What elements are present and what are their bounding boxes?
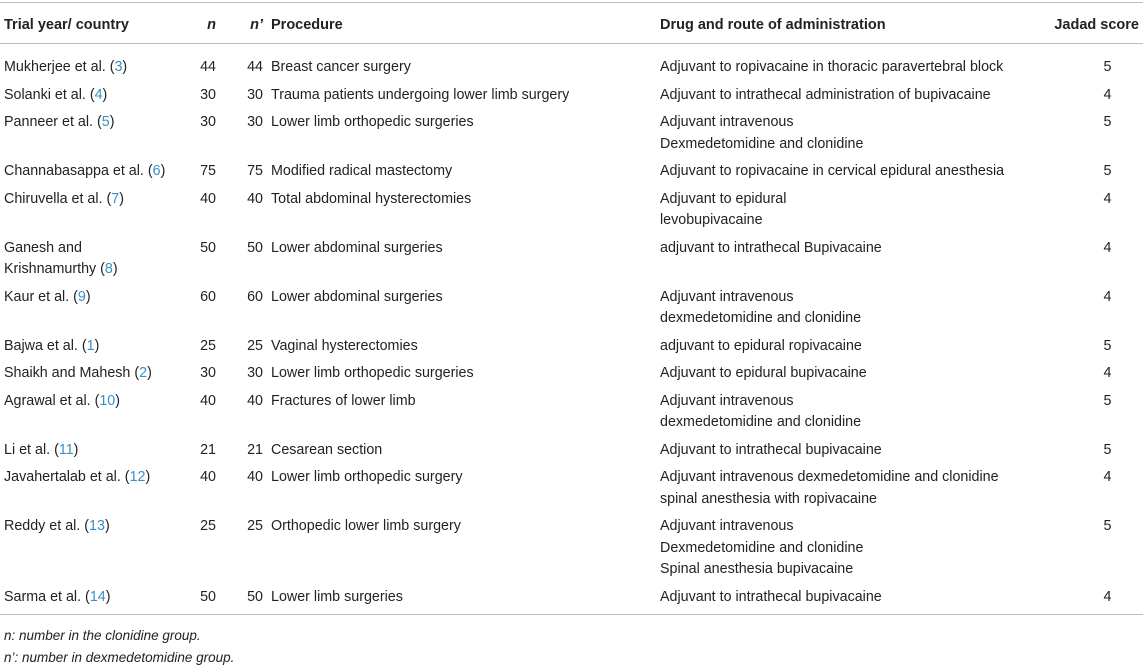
cell-n-prime: 44 [220, 44, 267, 84]
cell-n: 50 [188, 586, 220, 615]
cell-trial [0, 286, 188, 335]
table-row [0, 390, 1143, 439]
reference-link[interactable]: 6 [152, 163, 161, 179]
reference-close: ) [145, 469, 151, 485]
reference-link[interactable]: 7 [111, 190, 120, 207]
reference-close: ) [102, 86, 108, 103]
table-row [0, 586, 1143, 615]
cell-drug: Adjuvant to epidural levobupivacaine [660, 190, 787, 228]
cell-n: 44 [188, 44, 220, 84]
cell-procedure: Lower limb orthopedic surgery [271, 469, 463, 485]
author-name: Channabasappa et al. ( [4, 163, 153, 179]
header-drug: Drug and route of administration [660, 17, 886, 33]
cell-n-prime: 50 [220, 586, 267, 615]
cell-procedure: Lower limb orthopedic surgeries [271, 114, 474, 130]
author-name: Shaikh and Mahesh ( [4, 365, 140, 381]
cell-procedure: Lower limb surgeries [267, 586, 656, 615]
table-row [0, 515, 1143, 586]
cell-procedure: Fractures of lower limb [271, 392, 416, 409]
header-row [0, 3, 1143, 44]
cell-procedure: Breast cancer surgery [267, 44, 656, 84]
cell-trial [0, 466, 188, 515]
reference-close: ) [122, 59, 128, 75]
table-row [0, 44, 1143, 84]
cell-trial [0, 362, 188, 390]
cell-n-prime: 30 [247, 114, 263, 130]
reference-close: ) [105, 588, 111, 605]
cell-drug: adjuvant to epidural ropivacaine [660, 337, 862, 354]
cell-jadad: 4 [1103, 86, 1112, 103]
reference-link[interactable]: 5 [101, 114, 110, 130]
cell-trial [0, 586, 188, 615]
cell-jadad: 5 [1103, 114, 1112, 130]
cell-n: 40 [200, 392, 216, 409]
cell-jadad: 4 [1103, 469, 1112, 485]
cell-trial [0, 390, 188, 439]
cell-jadad: 5 [1036, 44, 1143, 84]
reference-link[interactable]: 12 [129, 469, 146, 485]
cell-n: 75 [200, 163, 216, 179]
cell-trial [0, 335, 188, 363]
cell-drug: adjuvant to intrathecal Bupivacaine [660, 239, 882, 256]
reference-link[interactable]: 1 [86, 337, 95, 354]
cell-n-prime: 60 [247, 288, 263, 305]
cell-n-prime: 40 [247, 469, 263, 485]
reference-close: ) [147, 365, 152, 381]
author-name: Agrawal et al. ( [4, 392, 100, 409]
cell-trial [0, 188, 188, 237]
cell-procedure: Lower abdominal surgeries [271, 288, 443, 305]
author-name: Javahertalab et al. ( [4, 469, 130, 485]
table-row [0, 335, 1143, 363]
cell-procedure: Vaginal hysterectomies [271, 337, 418, 354]
table-row [0, 111, 1143, 160]
cell-drug: Adjuvant to epidural bupivacaine [660, 365, 867, 381]
footnote-n-prime: n’: number in dexmedetomidine group. [4, 650, 235, 665]
cell-n: 50 [200, 239, 216, 256]
reference-close: ) [94, 337, 100, 354]
table-row [0, 160, 1143, 188]
reference-link[interactable]: 8 [104, 261, 113, 277]
cell-jadad: 4 [1103, 288, 1112, 305]
cell-n: 21 [200, 441, 216, 458]
header-procedure: Procedure [271, 17, 343, 33]
cell-n: 30 [200, 365, 216, 381]
table-body [0, 44, 1143, 615]
reference-close: ) [85, 288, 91, 305]
author-name: Sarma et al. ( [4, 588, 90, 605]
cell-n-prime: 30 [247, 365, 263, 381]
cell-procedure: Cesarean section [271, 441, 383, 458]
table-row [0, 466, 1143, 515]
cell-n-prime: 40 [247, 392, 263, 409]
cell-n: 40 [200, 190, 216, 207]
author-name: Li et al. ( [4, 441, 59, 458]
cell-procedure: Orthopedic lower limb surgery [271, 518, 461, 534]
cell-trial [0, 44, 188, 84]
author-name: Kaur et al. ( [4, 288, 78, 305]
reference-close: ) [73, 441, 79, 458]
author-name: Panneer et al. ( [4, 114, 102, 130]
reference-link[interactable]: 11 [58, 441, 74, 458]
cell-n: 25 [200, 337, 216, 354]
cell-n: 40 [200, 469, 216, 485]
cell-n: 60 [200, 288, 216, 305]
reference-close: ) [119, 190, 124, 207]
cell-trial [0, 160, 188, 188]
table-row [0, 188, 1143, 237]
reference-link[interactable]: 14 [89, 588, 106, 605]
cell-jadad: 5 [1103, 441, 1112, 458]
cell-jadad: 4 [1036, 586, 1143, 615]
reference-link[interactable]: 2 [139, 365, 148, 381]
cell-n: 30 [200, 86, 216, 103]
cell-jadad: 4 [1103, 365, 1112, 381]
reference-link[interactable]: 13 [89, 518, 105, 534]
cell-n-prime: 50 [247, 239, 263, 256]
author-name: Ganesh and Krishnamurthy ( [4, 239, 105, 277]
reference-close: ) [112, 261, 118, 277]
cell-jadad: 4 [1103, 239, 1112, 256]
header-trial: Trial year/ country [4, 17, 129, 33]
cell-trial [0, 515, 188, 586]
cell-n: 25 [200, 518, 216, 534]
reference-close: ) [115, 392, 121, 409]
cell-drug: Adjuvant intravenous dexmedetomidine and clonidine [660, 288, 862, 326]
reference-close: ) [160, 163, 166, 179]
footnote-n: n: number in the clonidine group. [4, 628, 201, 643]
cell-trial [0, 111, 188, 160]
table-row [0, 237, 1143, 286]
reference-link[interactable]: 3 [114, 59, 123, 75]
author-name: Mukherjee et al. ( [4, 59, 115, 75]
cell-jadad: 5 [1103, 163, 1112, 179]
cell-jadad: 5 [1103, 337, 1112, 354]
reference-close: ) [109, 114, 115, 130]
cell-procedure: Modified radical mastectomy [271, 163, 453, 179]
header-jadad: Jadad score [1054, 17, 1139, 33]
cell-drug: Adjuvant intravenous Dexmedetomidine and clonidine Spinal anesthesia bupivacaine [660, 518, 864, 577]
studies-table [0, 2, 1143, 615]
cell-jadad: 5 [1103, 518, 1112, 534]
cell-procedure: Trauma patients undergoing lower limb surgery [271, 86, 570, 103]
reference-link[interactable]: 9 [77, 288, 86, 305]
cell-drug: Adjuvant to intrathecal bupivacaine [656, 586, 1036, 615]
cell-drug: Adjuvant intravenous dexmedetomidine and clonidine [660, 392, 862, 430]
author-name: Reddy et al. ( [4, 518, 90, 534]
cell-drug: Adjuvant intravenous Dexmedetomidine and clonidine [660, 114, 864, 152]
cell-procedure: Lower abdominal surgeries [271, 239, 443, 256]
cell-jadad: 4 [1103, 190, 1112, 207]
table-row [0, 286, 1143, 335]
author-name: Chiruvella et al. ( [4, 190, 112, 207]
cell-n-prime: 30 [247, 86, 263, 103]
cell-trial [0, 439, 188, 467]
table-row [0, 84, 1143, 112]
cell-drug: Adjuvant to ropivacaine in cervical epidural anesthesia [660, 163, 1005, 179]
header-n: n [207, 17, 216, 33]
cell-jadad: 5 [1103, 392, 1112, 409]
cell-trial [0, 84, 188, 112]
author-name: Solanki et al. ( [4, 86, 95, 103]
cell-trial [0, 237, 188, 286]
table-row [0, 362, 1143, 390]
cell-n-prime: 25 [247, 337, 263, 354]
cell-n: 30 [200, 114, 216, 130]
reference-link[interactable]: 4 [94, 86, 103, 103]
author-name: Bajwa et al. ( [4, 337, 87, 354]
cell-drug: Adjuvant intravenous dexmedetomidine and clonidine spinal anesthesia with ropivacaine [660, 469, 999, 507]
cell-drug: Adjuvant to ropivacaine in thoracic paravertebral block [656, 44, 1036, 84]
reference-link[interactable]: 10 [99, 392, 116, 409]
cell-n-prime: 75 [247, 163, 263, 179]
cell-procedure: Total abdominal hysterectomies [271, 190, 472, 207]
cell-n-prime: 40 [247, 190, 263, 207]
cell-drug: Adjuvant to intrathecal administration of bupivacaine [660, 86, 991, 103]
cell-procedure: Lower limb orthopedic surgeries [271, 365, 474, 381]
table-row [0, 439, 1143, 467]
cell-n-prime: 21 [247, 441, 263, 458]
cell-n-prime: 25 [247, 518, 263, 534]
header-n-prime: n’ [250, 17, 263, 33]
reference-close: ) [104, 518, 110, 534]
cell-drug: Adjuvant to intrathecal bupivacaine [660, 441, 882, 458]
